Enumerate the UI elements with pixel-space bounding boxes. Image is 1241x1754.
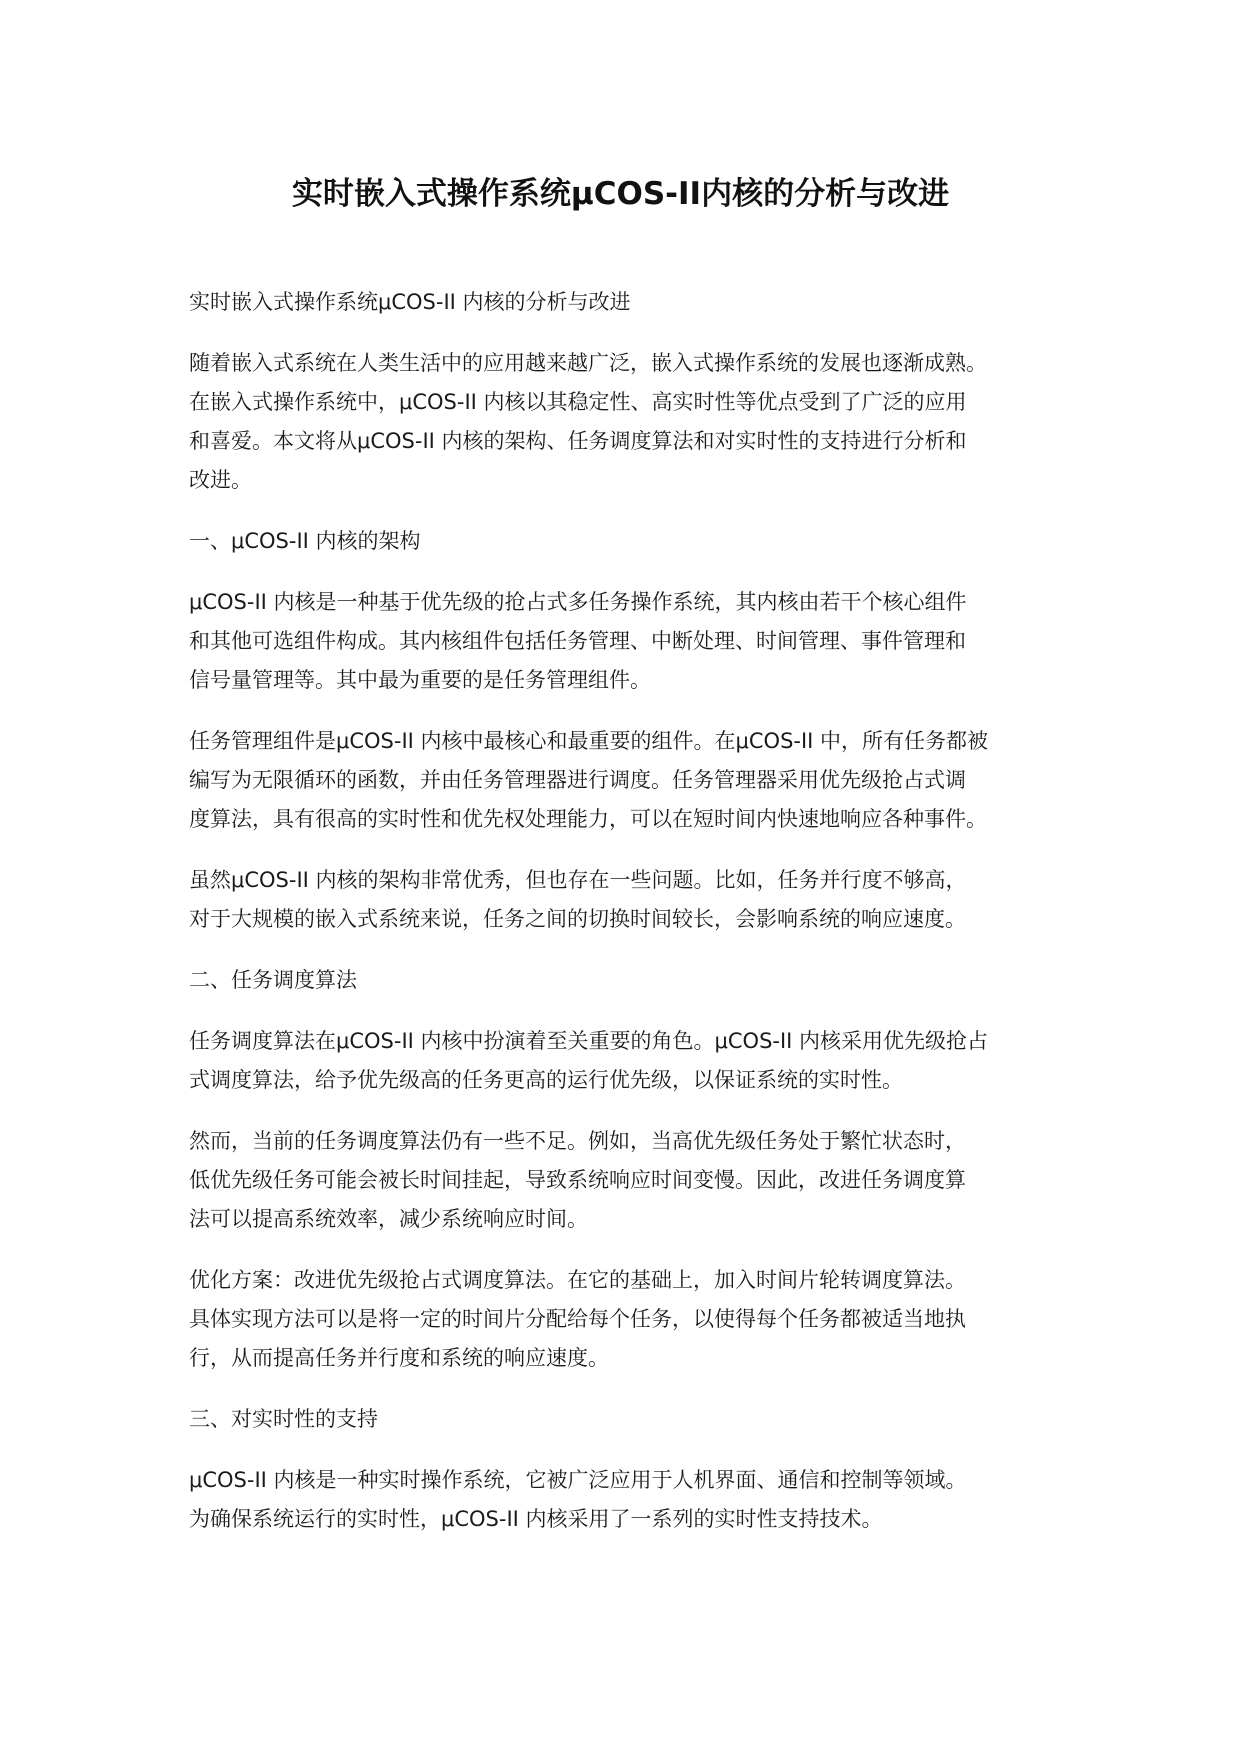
- section-heading-scheduling: 二、任务调度算法: [189, 968, 357, 992]
- text-line: 行，从而提高任务并行度和系统的响应速度。: [189, 1346, 609, 1370]
- architecture-paragraph-3: [189, 861, 1089, 939]
- text-line: μCOS-II 内核是一种基于优先级的抢占式多任务操作系统，其内核由若干个核心组件: [189, 590, 967, 614]
- text-line: 和喜爱。本文将从μCOS-II 内核的架构、任务调度算法和对实时性的支持进行分析和: [189, 429, 967, 453]
- text-line: 和其他可选组件构成。其内核组件包括任务管理、中断处理、时间管理、事件管理和: [189, 629, 966, 653]
- text-line: 信号量管理等。其中最为重要的是任务管理组件。: [189, 668, 651, 692]
- document-title: 实时嵌入式操作系统μCOS-II内核的分析与改进: [291, 176, 950, 212]
- realtime-paragraph-1: [189, 1461, 1089, 1539]
- text-line: 法可以提高系统效率，减少系统响应时间。: [189, 1207, 588, 1231]
- text-line: 式调度算法，给予优先级高的任务更高的运行优先级，以保证系统的实时性。: [189, 1068, 903, 1092]
- text-line: 实时嵌入式操作系统μCOS-II 内核的分析与改进: [189, 290, 631, 314]
- text-line: 度算法，具有很高的实时性和优先权处理能力，可以在短时间内快速地响应各种事件。: [189, 807, 987, 831]
- text-line: 任务调度算法在μCOS-II 内核中扮演着至关重要的角色。μCOS-II 内核采用优先级抢占: [189, 1029, 989, 1053]
- document-subtitle: [189, 283, 1089, 322]
- text-line: 对于大规模的嵌入式系统来说，任务之间的切换时间较长，会影响系统的响应速度。: [189, 907, 966, 931]
- scheduling-paragraph-2: [189, 1122, 1089, 1239]
- architecture-paragraph-2: [189, 722, 1089, 839]
- text-line: 然而，当前的任务调度算法仍有一些不足。例如，当高优先级任务处于繁忙状态时，: [189, 1129, 966, 1153]
- text-line: 任务管理组件是μCOS-II 内核中最核心和最重要的组件。在μCOS-II 中，所有任务都被: [189, 729, 989, 753]
- text-line: 在嵌入式操作系统中，μCOS-II 内核以其稳定性、高实时性等优点受到了广泛的应用: [189, 390, 967, 414]
- section-heading-architecture: 一、μCOS-II 内核的架构: [189, 529, 421, 553]
- text-line: 编写为无限循环的函数，并由任务管理器进行调度。任务管理器采用优先级抢占式调: [189, 768, 966, 792]
- text-line: 虽然μCOS-II 内核的架构非常优秀，但也存在一些问题。比如，任务并行度不够高，: [189, 868, 967, 892]
- document-body: [189, 283, 1089, 1561]
- text-line: 改进。: [189, 468, 252, 492]
- text-line: 为确保系统运行的实时性，μCOS-II 内核采用了一系列的实时性支持技术。: [189, 1507, 883, 1531]
- scheduling-paragraph-1: [189, 1022, 1089, 1100]
- section-heading-realtime: 三、对实时性的支持: [189, 1407, 378, 1431]
- text-line: 低优先级任务可能会被长时间挂起，导致系统响应时间变慢。因此，改进任务调度算: [189, 1168, 966, 1192]
- text-line: 随着嵌入式系统在人类生活中的应用越来越广泛，嵌入式操作系统的发展也逐渐成熟。: [189, 351, 987, 375]
- intro-paragraph: [189, 344, 1089, 500]
- scheduling-paragraph-3: [189, 1261, 1089, 1378]
- text-line: 具体实现方法可以是将一定的时间片分配给每个任务，以使得每个任务都被适当地执: [189, 1307, 966, 1331]
- text-line: 优化方案：改进优先级抢占式调度算法。在它的基础上，加入时间片轮转调度算法。: [189, 1268, 966, 1292]
- text-line: μCOS-II 内核是一种实时操作系统，它被广泛应用于人机界面、通信和控制等领域。: [189, 1468, 967, 1492]
- architecture-paragraph-1: [189, 583, 1089, 700]
